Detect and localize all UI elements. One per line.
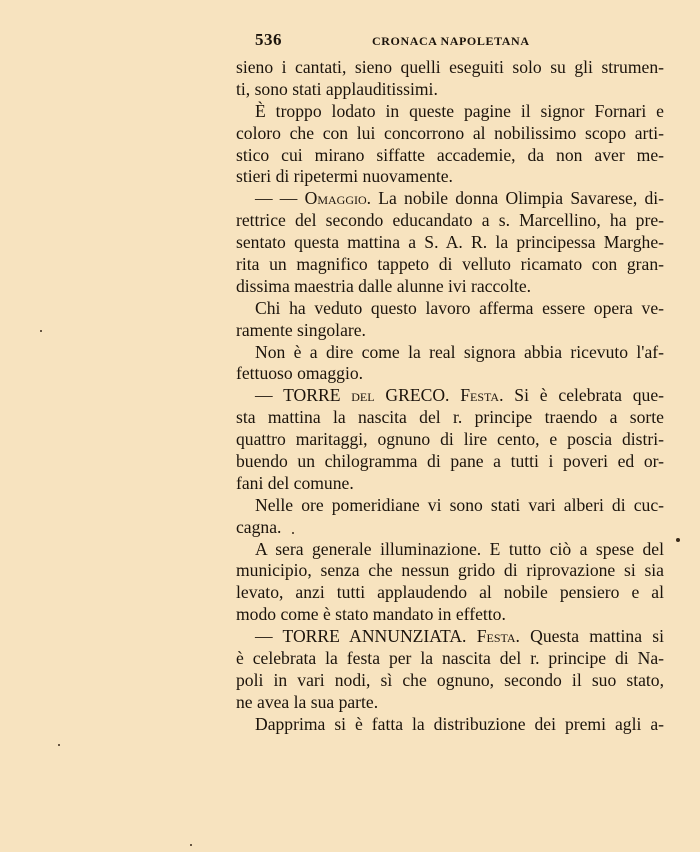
paper-speck [676, 538, 680, 542]
paper-speck [292, 532, 294, 534]
running-title: CRONACA NAPOLETANA [372, 34, 530, 48]
text-line: — — Omaggio. La nobile donna Olimpia Savarese, di- [255, 188, 665, 209]
text-line: buendo un chilogramma di pane a tutti i poveri ed or- [236, 451, 664, 472]
text-line: coloro che con lui concorrono al nobilissimo scopo arti- [236, 122, 664, 143]
text-line: ti, sono stati applauditissimi. [236, 78, 438, 99]
text-line: poli in vari nodi, sì che ognuno, secondo il suo stato, [236, 669, 664, 690]
text-line: stico cui mirano siffatte accademie, da non aver me- [236, 144, 664, 165]
paper-speck [58, 744, 60, 746]
text-line: levato, anzi tutti applaudendo al nobile pensiero e al [236, 582, 664, 603]
text-line: stieri di ripetermi nuovamente. [236, 166, 453, 187]
text-line: rita un magnifico tappeto di velluto ricamato con gran- [236, 254, 664, 275]
text-line: fettuoso omaggio. [236, 363, 364, 384]
text-line: È troppo lodato in queste pagine il signor Fornari e [255, 100, 664, 121]
text-line: — TORRE ANNUNZIATA. Festa. Questa mattina si [255, 626, 664, 647]
paper-speck [190, 844, 192, 846]
text-line: modo come è stato mandato in effetto. [236, 604, 506, 625]
paper-speck [40, 330, 42, 332]
text-line: — TORRE del GRECO. Festa. Si è celebrata que- [255, 385, 664, 406]
body-text [236, 57, 664, 736]
text-line: dissima maestria dalle alunne ivi raccolte. [236, 275, 532, 296]
text-line: quattro maritaggi, ognuno di lire cento, e poscia distri- [236, 429, 664, 450]
text-line: municipio, senza che nessun grido di riprovazione si sia [236, 560, 664, 581]
page-header [255, 30, 665, 52]
text-line: sta mattina la nascita del r. principe traendo a sorte [236, 407, 664, 428]
text-line: Non è a dire come la real signora abbia ricevuto l'af- [255, 341, 664, 362]
text-line: Chi ha veduto questo lavoro afferma essere opera ve- [255, 297, 664, 318]
text-line: ramente singolare. [236, 319, 366, 340]
page-number: 536 [255, 30, 282, 49]
text-line: fani del comune. [236, 472, 354, 493]
text-line: A sera generale illuminazione. E tutto ciò a spese del [255, 538, 664, 559]
text-line: sentato questa mattina a S. A. R. la principessa Marghe- [236, 232, 664, 253]
text-line: è celebrata la festa per la nascita del r. principe di Na- [236, 648, 664, 669]
text-line: ne avea la sua parte. [236, 691, 379, 712]
text-line: Dapprima si è fatta la distribuzione dei premi agli a- [255, 713, 664, 734]
text-line: Nelle ore pomeridiane vi sono stati vari alberi di cuc- [255, 494, 664, 515]
text-line: rettrice del secondo educandato a s. Marcellino, ha pre- [236, 210, 664, 231]
text-line: sieno i cantati, sieno quelli eseguiti solo su gli strumen- [236, 57, 664, 77]
text-line: cagna. [236, 516, 282, 537]
